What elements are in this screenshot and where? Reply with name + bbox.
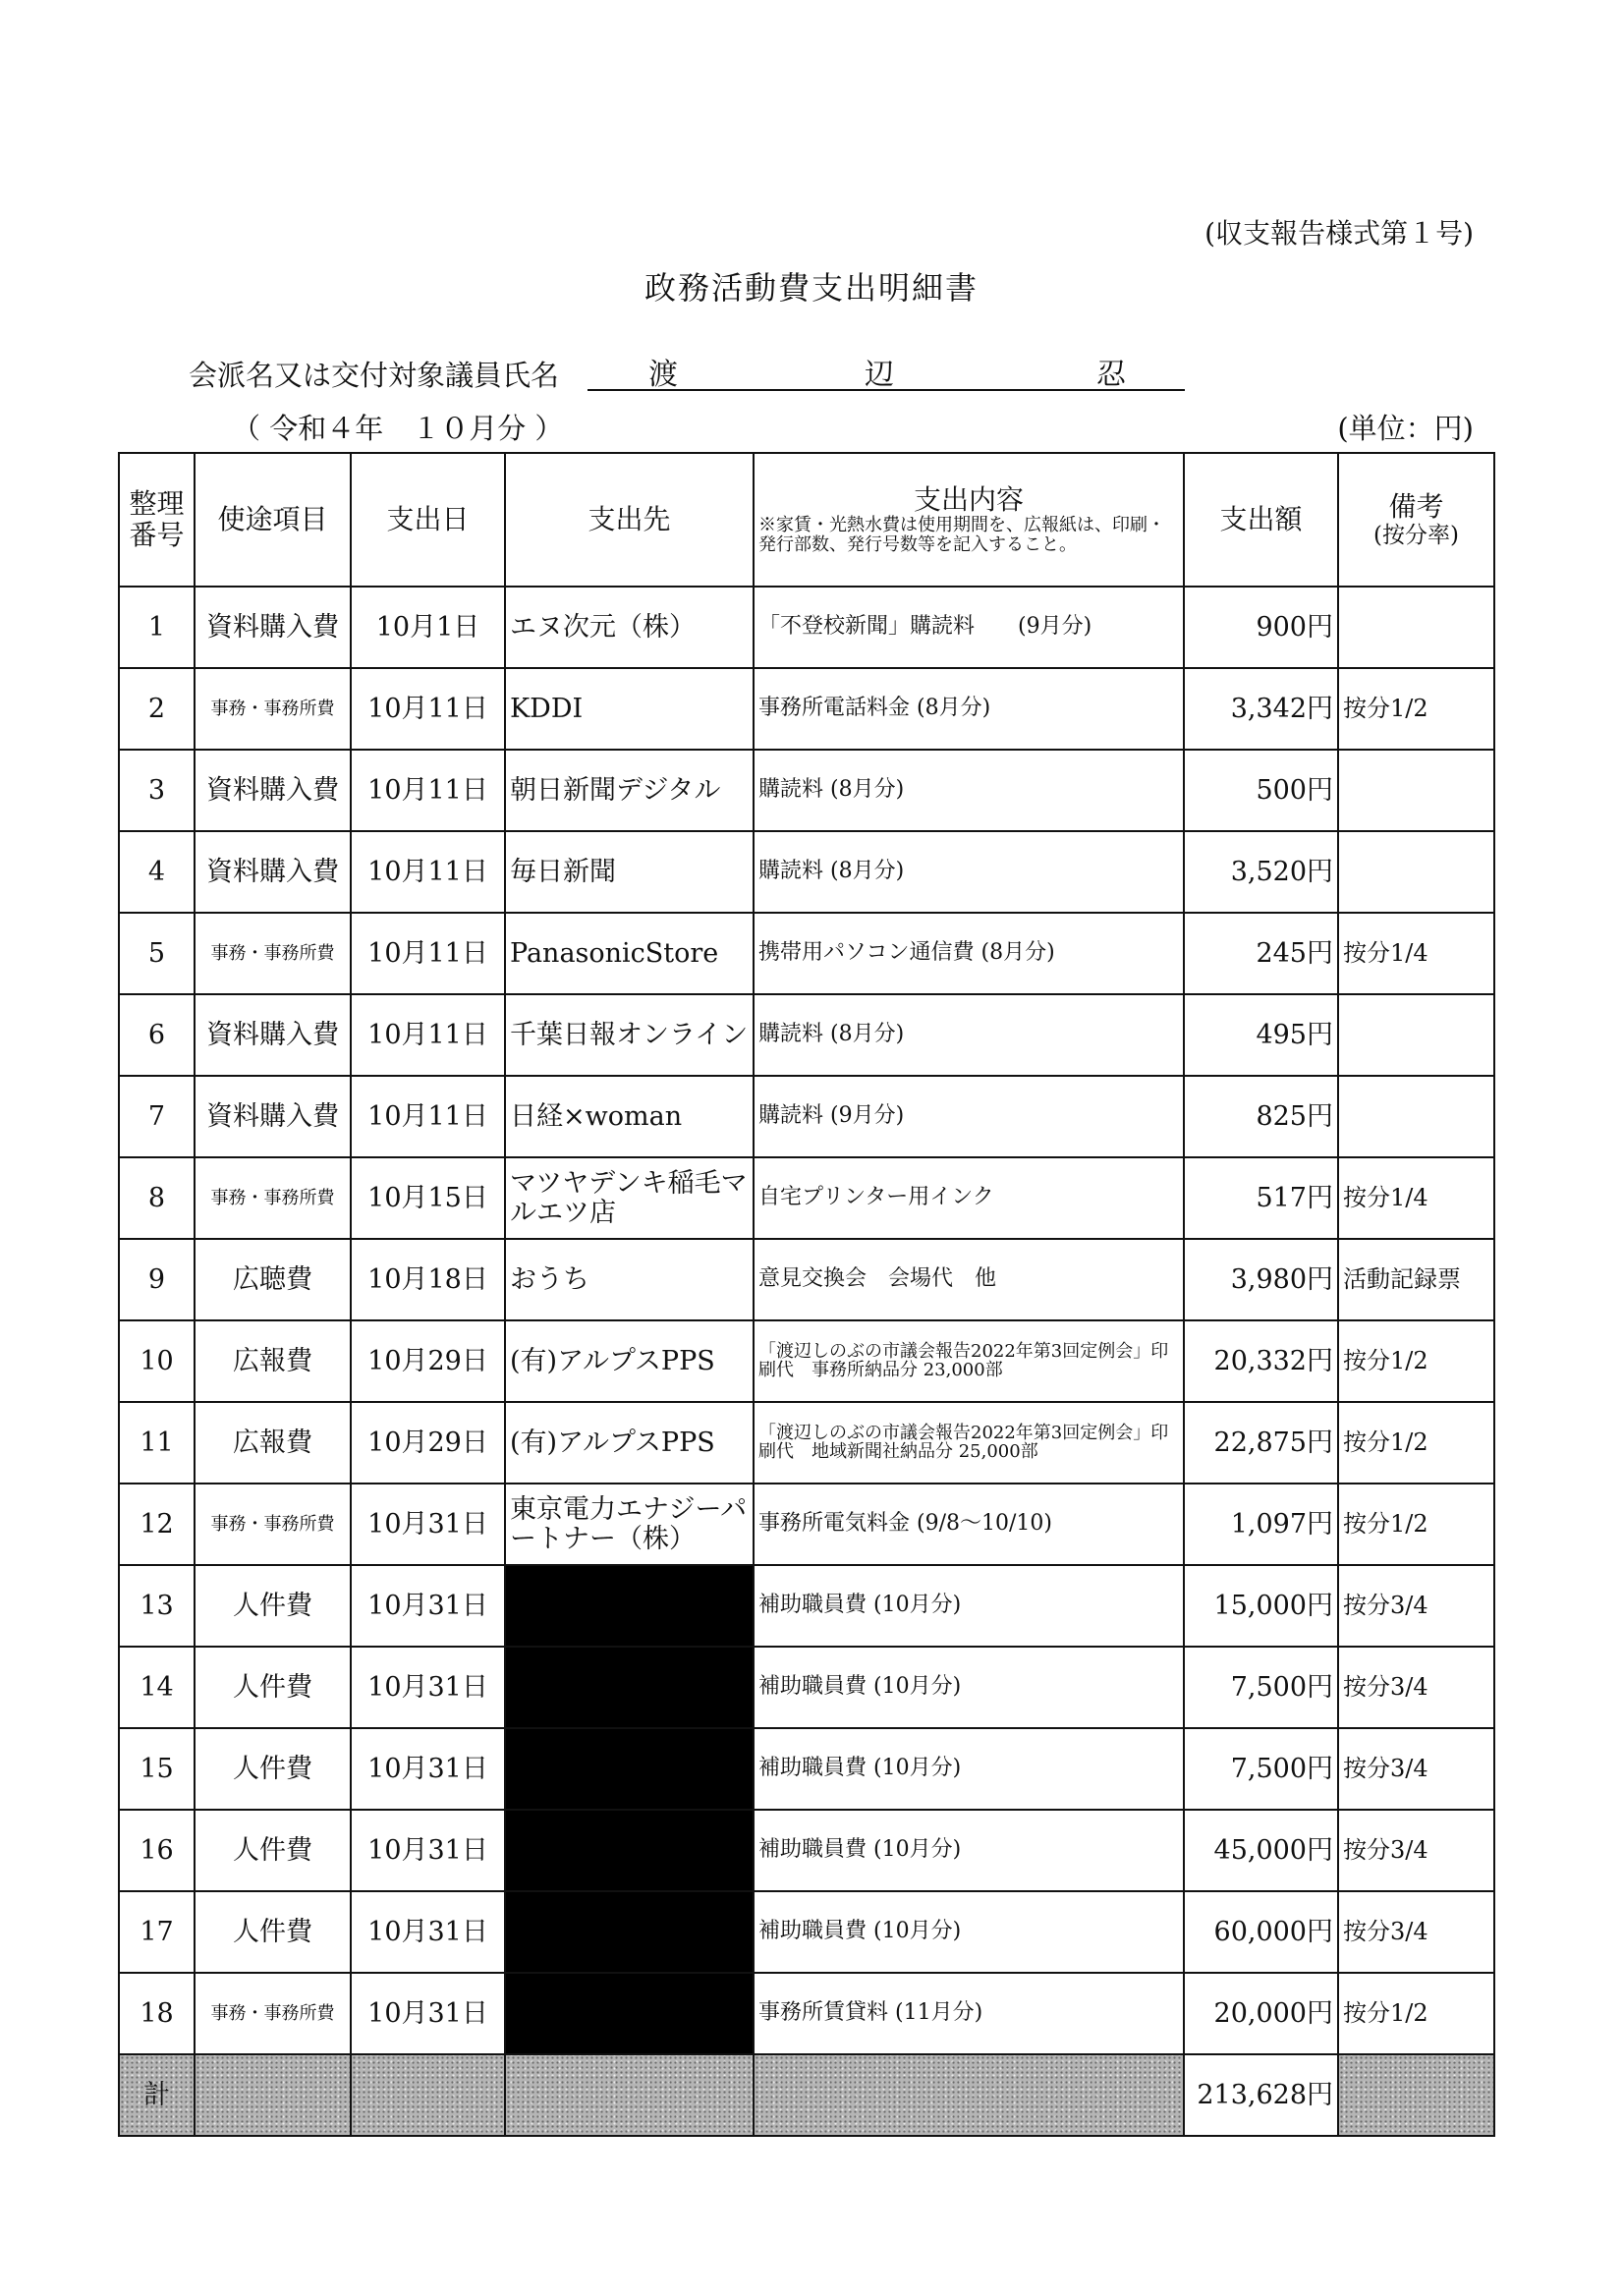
row-category: 広聴費 <box>195 1239 351 1320</box>
column-header-category: 使途項目 <box>195 453 351 587</box>
row-note: 按分1/2 <box>1338 1484 1494 1565</box>
shaded-cell <box>351 2054 505 2136</box>
row-no: 9 <box>119 1239 195 1320</box>
table-row <box>119 1239 1494 1320</box>
row-category: 資料購入費 <box>195 587 351 668</box>
row-amount: 45,000円 <box>1184 1810 1338 1891</box>
row-amount: 22,875円 <box>1184 1402 1338 1484</box>
total-row <box>119 2054 1494 2136</box>
row-payee: PanasonicStore <box>505 913 754 994</box>
row-payee: 日経×woman <box>505 1076 754 1157</box>
table-row <box>119 1973 1494 2054</box>
row-content: 補助職員費 (10月分) <box>754 1647 1184 1728</box>
row-payee: エヌ次元（株） <box>505 587 754 668</box>
column-header-content <box>754 453 1184 587</box>
row-note: 按分1/4 <box>1338 1157 1494 1239</box>
row-category: 人件費 <box>195 1647 351 1728</box>
row-category: 広報費 <box>195 1402 351 1484</box>
table-row <box>119 750 1494 831</box>
member-name-char: 渡 <box>648 358 678 392</box>
row-no: 16 <box>119 1810 195 1891</box>
table-row <box>119 831 1494 913</box>
row-no: 5 <box>119 913 195 994</box>
row-note <box>1338 587 1494 668</box>
table-row <box>119 587 1494 668</box>
row-note <box>1338 831 1494 913</box>
column-header-payee: 支出先 <box>505 453 754 587</box>
row-date: 10月31日 <box>351 1565 505 1647</box>
row-date: 10月11日 <box>351 750 505 831</box>
row-no: 15 <box>119 1728 195 1810</box>
row-category: 資料購入費 <box>195 994 351 1076</box>
row-payee: マツヤデンキ稲毛マルエツ店 <box>505 1157 754 1239</box>
row-no: 6 <box>119 994 195 1076</box>
row-content: 補助職員費 (10月分) <box>754 1810 1184 1891</box>
row-payee: 千葉日報オンライン <box>505 994 754 1076</box>
total-amount: 213,628円 <box>1184 2054 1338 2136</box>
row-note: 按分3/4 <box>1338 1728 1494 1810</box>
row-payee: 東京電力エナジーパートナー（株） <box>505 1484 754 1565</box>
row-content: 事務所電話料金 (8月分) <box>754 668 1184 750</box>
shaded-cell <box>505 2054 754 2136</box>
row-date: 10月15日 <box>351 1157 505 1239</box>
member-name-char: 辺 <box>865 358 894 392</box>
row-content: 購読料 (8月分) <box>754 831 1184 913</box>
row-no: 13 <box>119 1565 195 1647</box>
row-content: 補助職員費 (10月分) <box>754 1728 1184 1810</box>
row-note: 按分3/4 <box>1338 1891 1494 1973</box>
table-row <box>119 913 1494 994</box>
row-date: 10月29日 <box>351 1402 505 1484</box>
row-date: 10月11日 <box>351 913 505 994</box>
row-amount: 1,097円 <box>1184 1484 1338 1565</box>
row-no: 2 <box>119 668 195 750</box>
row-amount: 517円 <box>1184 1157 1338 1239</box>
redacted-payee <box>505 1973 754 2054</box>
redacted-payee <box>505 1891 754 1973</box>
row-category: 人件費 <box>195 1728 351 1810</box>
table-row <box>119 1076 1494 1157</box>
row-category: 広報費 <box>195 1320 351 1402</box>
row-note: 活動記録票 <box>1338 1239 1494 1320</box>
table-row <box>119 1157 1494 1239</box>
table-row <box>119 1565 1494 1647</box>
table-row <box>119 668 1494 750</box>
row-amount: 3,980円 <box>1184 1239 1338 1320</box>
row-amount: 7,500円 <box>1184 1728 1338 1810</box>
row-no: 7 <box>119 1076 195 1157</box>
expenditure-table <box>118 452 1495 2137</box>
row-payee: KDDI <box>505 668 754 750</box>
row-content: 購読料 (9月分) <box>754 1076 1184 1157</box>
row-content: 自宅プリンター用インク <box>754 1157 1184 1239</box>
row-no: 11 <box>119 1402 195 1484</box>
row-note <box>1338 1076 1494 1157</box>
member-name <box>588 350 1185 391</box>
row-amount: 20,332円 <box>1184 1320 1338 1402</box>
report-period: （ 令和４年 １０月分 ） <box>232 412 564 445</box>
row-no: 3 <box>119 750 195 831</box>
row-amount: 7,500円 <box>1184 1647 1338 1728</box>
row-no: 17 <box>119 1891 195 1973</box>
note-header-title: 備考 <box>1388 489 1444 523</box>
row-amount: 495円 <box>1184 994 1338 1076</box>
column-header-date: 支出日 <box>351 453 505 587</box>
row-date: 10月11日 <box>351 668 505 750</box>
row-payee: (有)アルプスPPS <box>505 1402 754 1484</box>
row-date: 10月31日 <box>351 1810 505 1891</box>
row-content: 意見交換会 会場代 他 <box>754 1239 1184 1320</box>
row-date: 10月31日 <box>351 1973 505 2054</box>
row-payee: 朝日新聞デジタル <box>505 750 754 831</box>
table-row <box>119 1402 1494 1484</box>
table-row <box>119 1891 1494 1973</box>
row-amount: 825円 <box>1184 1076 1338 1157</box>
table-row <box>119 1810 1494 1891</box>
content-header-title: 支出内容 <box>913 483 1024 517</box>
row-content: 「渡辺しのぶの市議会報告2022年第3回定例会」印刷代 事務所納品分 23,000部 <box>754 1320 1184 1402</box>
shaded-cell <box>195 2054 351 2136</box>
row-category: 事務・事務所費 <box>195 1484 351 1565</box>
row-date: 10月29日 <box>351 1320 505 1402</box>
row-date: 10月31日 <box>351 1484 505 1565</box>
row-category: 事務・事務所費 <box>195 1973 351 2054</box>
column-header-note <box>1338 453 1494 587</box>
table-header-row <box>119 453 1494 587</box>
row-category: 人件費 <box>195 1565 351 1647</box>
row-no: 12 <box>119 1484 195 1565</box>
row-content: 「渡辺しのぶの市議会報告2022年第3回定例会」印刷代 地域新聞社納品分 25,000部 <box>754 1402 1184 1484</box>
row-payee: おうち <box>505 1239 754 1320</box>
column-header-no: 整理番号 <box>119 453 195 587</box>
row-date: 10月31日 <box>351 1728 505 1810</box>
row-payee: 毎日新聞 <box>505 831 754 913</box>
row-content: 補助職員費 (10月分) <box>754 1565 1184 1647</box>
row-note: 按分3/4 <box>1338 1565 1494 1647</box>
member-name-char: 忍 <box>1096 358 1126 392</box>
row-note <box>1338 750 1494 831</box>
row-no: 8 <box>119 1157 195 1239</box>
row-note <box>1338 994 1494 1076</box>
row-category: 事務・事務所費 <box>195 668 351 750</box>
faction-label: 会派名又は交付対象議員氏名 <box>189 359 560 392</box>
row-amount: 3,520円 <box>1184 831 1338 913</box>
form-number: (収支報告様式第１号) <box>1204 217 1474 250</box>
row-date: 10月31日 <box>351 1891 505 1973</box>
row-note: 按分1/4 <box>1338 913 1494 994</box>
redacted-payee <box>505 1728 754 1810</box>
row-no: 10 <box>119 1320 195 1402</box>
table-row <box>119 1647 1494 1728</box>
redacted-payee <box>505 1810 754 1891</box>
table-row <box>119 1484 1494 1565</box>
row-content: 事務所電気料金 (9/8～10/10) <box>754 1484 1184 1565</box>
row-note: 按分3/4 <box>1338 1810 1494 1891</box>
row-content: 携帯用パソコン通信費 (8月分) <box>754 913 1184 994</box>
row-category: 事務・事務所費 <box>195 913 351 994</box>
row-note: 按分1/2 <box>1338 668 1494 750</box>
row-no: 18 <box>119 1973 195 2054</box>
row-payee: (有)アルプスPPS <box>505 1320 754 1402</box>
row-content: 補助職員費 (10月分) <box>754 1891 1184 1973</box>
table-row <box>119 1320 1494 1402</box>
document-title: 政務活動費支出明細書 <box>644 269 979 307</box>
row-no: 1 <box>119 587 195 668</box>
row-date: 10月11日 <box>351 1076 505 1157</box>
row-amount: 500円 <box>1184 750 1338 831</box>
shaded-cell <box>1338 2054 1494 2136</box>
note-header-sub: (按分率) <box>1373 522 1459 548</box>
row-category: 資料購入費 <box>195 750 351 831</box>
row-content: 購読料 (8月分) <box>754 994 1184 1076</box>
row-no: 4 <box>119 831 195 913</box>
row-date: 10月31日 <box>351 1647 505 1728</box>
row-date: 10月1日 <box>351 587 505 668</box>
row-note: 按分1/2 <box>1338 1402 1494 1484</box>
row-content: 事務所賃貸料 (11月分) <box>754 1973 1184 2054</box>
redacted-payee <box>505 1565 754 1647</box>
row-amount: 245円 <box>1184 913 1338 994</box>
row-note: 按分1/2 <box>1338 1320 1494 1402</box>
row-date: 10月11日 <box>351 831 505 913</box>
row-category: 資料購入費 <box>195 1076 351 1157</box>
row-amount: 60,000円 <box>1184 1891 1338 1973</box>
table-row <box>119 994 1494 1076</box>
row-amount: 20,000円 <box>1184 1973 1338 2054</box>
row-category: 人件費 <box>195 1810 351 1891</box>
unit-label: (単位：円) <box>1337 412 1474 445</box>
row-amount: 900円 <box>1184 587 1338 668</box>
row-amount: 15,000円 <box>1184 1565 1338 1647</box>
row-note: 按分1/2 <box>1338 1973 1494 2054</box>
redacted-payee <box>505 1647 754 1728</box>
row-category: 資料購入費 <box>195 831 351 913</box>
row-no: 14 <box>119 1647 195 1728</box>
content-header-note: ※家賃・光熱水費は使用期間を、広報紙は、印刷・発行部数、発行号数等を記入すること。 <box>758 515 1165 556</box>
row-content: 購読料 (8月分) <box>754 750 1184 831</box>
row-note: 按分3/4 <box>1338 1647 1494 1728</box>
row-date: 10月18日 <box>351 1239 505 1320</box>
column-header-amount: 支出額 <box>1184 453 1338 587</box>
row-category: 事務・事務所費 <box>195 1157 351 1239</box>
shaded-cell <box>754 2054 1184 2136</box>
row-date: 10月11日 <box>351 994 505 1076</box>
row-category: 人件費 <box>195 1891 351 1973</box>
row-content: 「不登校新聞」購読料 (9月分) <box>754 587 1184 668</box>
total-label: 計 <box>119 2054 195 2136</box>
row-amount: 3,342円 <box>1184 668 1338 750</box>
table-row <box>119 1728 1494 1810</box>
